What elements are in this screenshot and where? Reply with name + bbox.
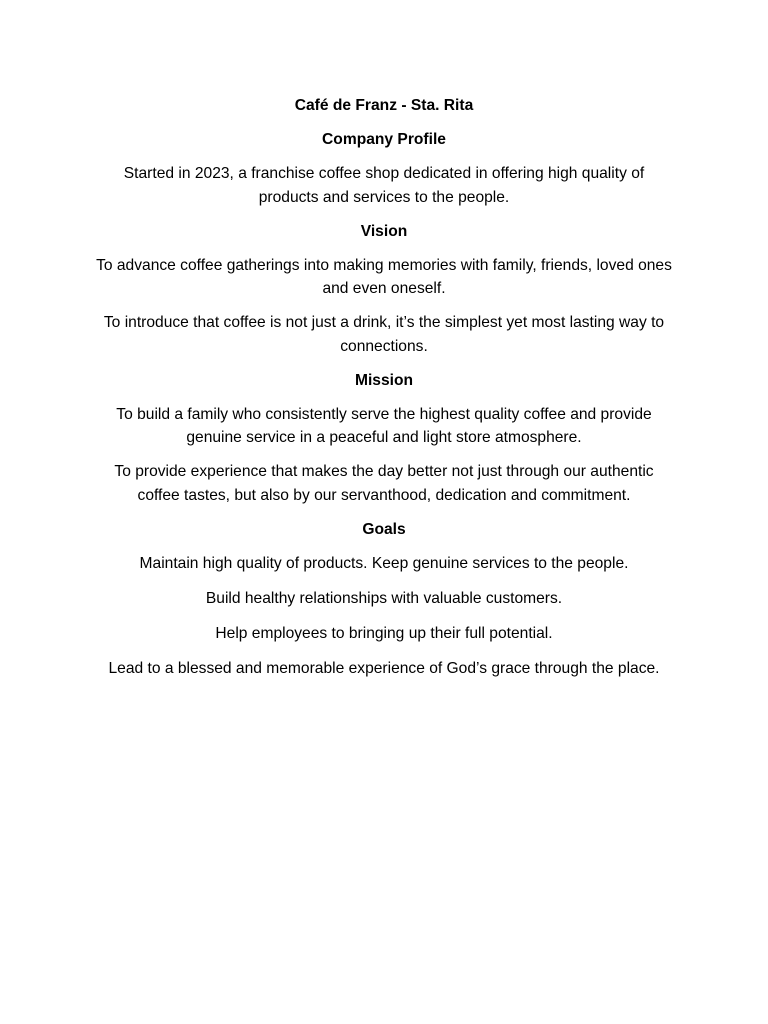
- mission-heading: Mission: [354, 371, 414, 389]
- vision-heading: Vision: [360, 222, 408, 240]
- company-profile-text: Started in 2023, a franchise coffee shop dedicated in offering high quality of products and services to the people.: [123, 165, 645, 206]
- goal-item: Maintain high quality of products. Keep genuine services to the people.: [139, 554, 629, 572]
- vision-paragraph: To advance coffee gatherings into making memories with family, friends, loved ones and even oneself.: [96, 256, 672, 297]
- mission-paragraph: To provide experience that makes the day better not just through our authentic coffee tastes, but also by our servanthood, dedication and commitment.: [114, 463, 654, 504]
- goals-heading: Goals: [362, 520, 406, 538]
- goal-item: Lead to a blessed and memorable experience of God’s grace through the place.: [108, 659, 660, 677]
- company-profile-heading: Company Profile: [322, 131, 446, 148]
- goal-item: Help employees to bringing up their full potential.: [215, 624, 553, 642]
- goal-item: Build healthy relationships with valuable customers.: [205, 589, 563, 607]
- vision-paragraph: To introduce that coffee is not just a drink, it’s the simplest yet most lasting way to connections.: [103, 314, 665, 355]
- document-title: Café de Franz - Sta. Rita: [294, 97, 474, 114]
- mission-paragraph: To build a family who consistently serve the highest quality coffee and provide genuine service in a peaceful and light store atmosphere.: [116, 405, 652, 446]
